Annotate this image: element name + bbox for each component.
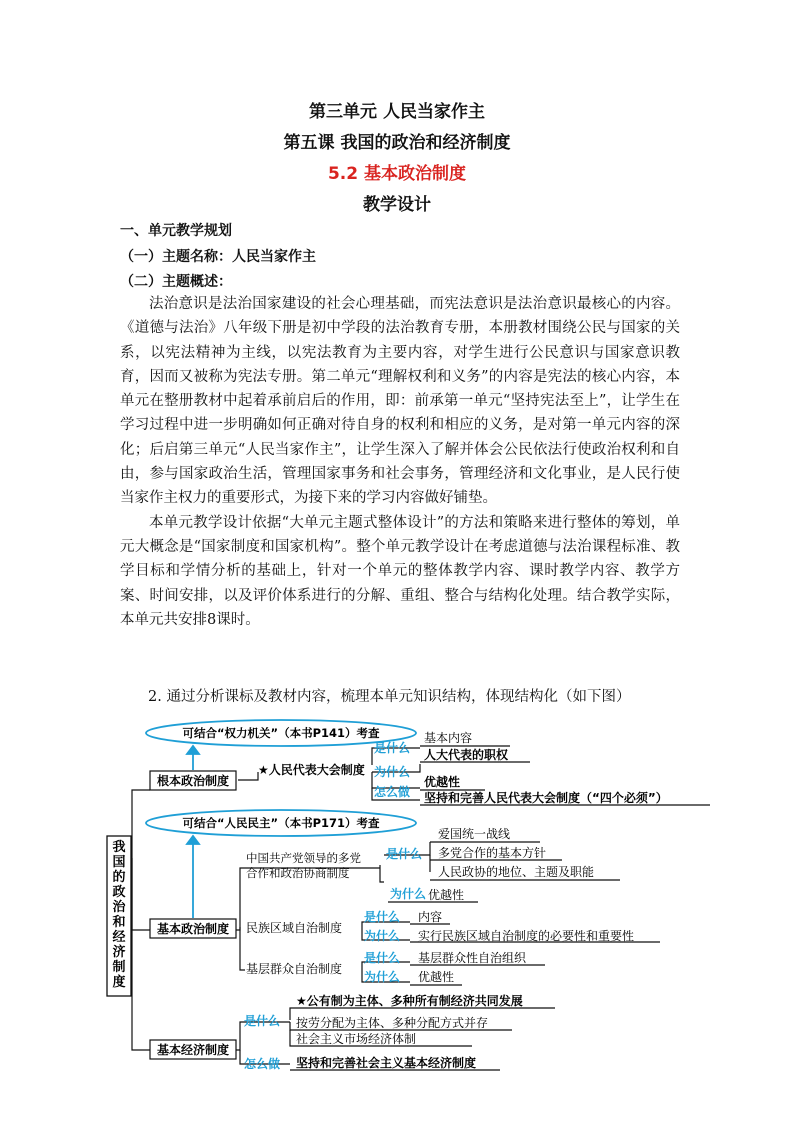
branch-jiben-zz-label: 基本政治制度 [156, 922, 230, 936]
paragraph-1: 法治意识是法治国家建设的社会心理基础，而宪法意识是法治意识最核心的内容。《道德与法治》八年级下册是初中学段的法治教育专册，本册教材围绕公民与国家的关系，以宪法精神为主线，以宪法教育为主要内容，对学生进行公民意识与国家意识教育，因而又被称为宪法专册。第二单元“理解权利和义务”的内容是宪法的核心内容，本单元在整册教材中起着承前启后的作用，即：前承第一单元“坚持宪法至上”，让学生在学习过程中进一步明确如何正确对待自身的权利和相应的义务，是对第一单元内容的深化；后启第三单元“人民当家作主”，让学生深入了解并体会公民依法行使政治权利和自由，参与国家政治生活，管理国家事务和社会事务，管理经济和文化事业，是人民行使当家作主权力的重要形式，为接下来的学习内容做好铺垫。 [120, 296, 680, 507]
regional-label: 民族区域自治制度 [246, 921, 343, 935]
ellipse-power-organ-text: 可结合“权力机关”（本书P141）考查 [182, 726, 380, 740]
cppcc-what-1: 爱国统一战线 [438, 827, 511, 841]
unit-title: 第三单元 人民当家作主 [309, 102, 485, 122]
cppcc-what-2: 多党合作的基本方针 [438, 846, 547, 860]
root-char: 经 [112, 930, 126, 945]
section1-sub2: （二）主题概述： [120, 274, 232, 290]
econ-what-1: ★公有制为主体、多种所有制经济共同发展 [296, 994, 523, 1008]
root-char: 政 [112, 885, 126, 900]
root-char: 度 [112, 975, 126, 990]
paragraph-item2: 2. 通过分析课标及教材内容，梳理本单元知识结构，体现结构化（如下图） [148, 689, 631, 705]
root-char: 和 [112, 915, 126, 930]
regional-q-why: 为什么 [364, 929, 401, 943]
root-char: 制 [112, 960, 126, 975]
regional-why: 实行民族区域自治制度的必要性和重要性 [418, 929, 635, 943]
section1-heading: 一、单元教学规划 [120, 223, 232, 239]
grassroots-q-why: 为什么 [364, 970, 401, 984]
root-char: 济 [112, 945, 126, 960]
npc-why: 优越性 [424, 775, 461, 789]
cppcc-line2: 合作和政治协商制度 [246, 866, 350, 880]
branch-genben-label: 根本政治制度 [156, 774, 230, 788]
root-char: 的 [112, 870, 126, 885]
npc-q-how: 怎么做 [374, 785, 411, 799]
lesson-title: 第五课 我国的政治和经济制度 [283, 133, 511, 153]
grassroots-why: 优越性 [418, 970, 455, 984]
cppcc-line1: 中国共产党领导的多党 [246, 851, 361, 865]
econ-q-how: 怎么做 [244, 1057, 281, 1071]
econ-what-3: 社会主义市场经济体制 [296, 1032, 417, 1046]
design-title: 教学设计 [363, 195, 431, 215]
root-char: 我 [112, 840, 126, 855]
npc-q-why: 为什么 [374, 765, 411, 779]
grassroots-q-what: 是什么 [364, 951, 401, 965]
section1-sub1: （一）主题名称：人民当家作主 [120, 249, 316, 265]
cppcc-q-why: 为什么 [390, 887, 427, 901]
root-char: 国 [112, 855, 126, 870]
paragraph-2: 本单元教学设计依据“大单元主题式整体设计”的方法和策略来进行整体的筹划，单元大概念是“国家制度和国家机构”。整个单元教学设计在考虑道德与法治课程标准、教学目标和学情分析的基础上，针对一个单元的整体教学内容、课时教学内容、教学方案、时间安排，以及评价体系进行的分解、重组、整合与结构化处理。结合教学实际，本单元共安排8课时。 [120, 514, 680, 628]
grassroots-label: 基层群众自治制度 [246, 962, 343, 976]
cppcc-q-what: 是什么 [386, 847, 423, 861]
npc-system-label: ★人民代表大会制度 [258, 763, 365, 777]
regional-q-what: 是什么 [364, 910, 401, 924]
npc-what-1: 基本内容 [424, 731, 473, 745]
npc-what-2: 人大代表的职权 [424, 748, 509, 762]
econ-how: 坚持和完善社会主义基本经济制度 [296, 1056, 477, 1070]
branch-jiben-jj-label: 基本经济制度 [156, 1043, 230, 1057]
cppcc-what-3: 人民政协的地位、主题及职能 [438, 865, 595, 879]
cppcc-why: 优越性 [428, 888, 465, 902]
root-char: 治 [112, 900, 126, 915]
npc-how: 坚持和完善人民代表大会制度（“四个必须”） [424, 791, 668, 805]
ellipse-people-democracy-text: 可结合“人民民主”（本书P171）考查 [182, 816, 380, 830]
npc-q-what: 是什么 [374, 741, 411, 755]
regional-what: 内容 [418, 910, 443, 924]
econ-q-what: 是什么 [244, 1014, 281, 1028]
grassroots-what: 基层群众性自治组织 [418, 951, 527, 965]
econ-what-2: 按劳分配为主体、多种分配方式并存 [296, 1016, 489, 1030]
section-title: 5.2 基本政治制度 [327, 164, 467, 184]
